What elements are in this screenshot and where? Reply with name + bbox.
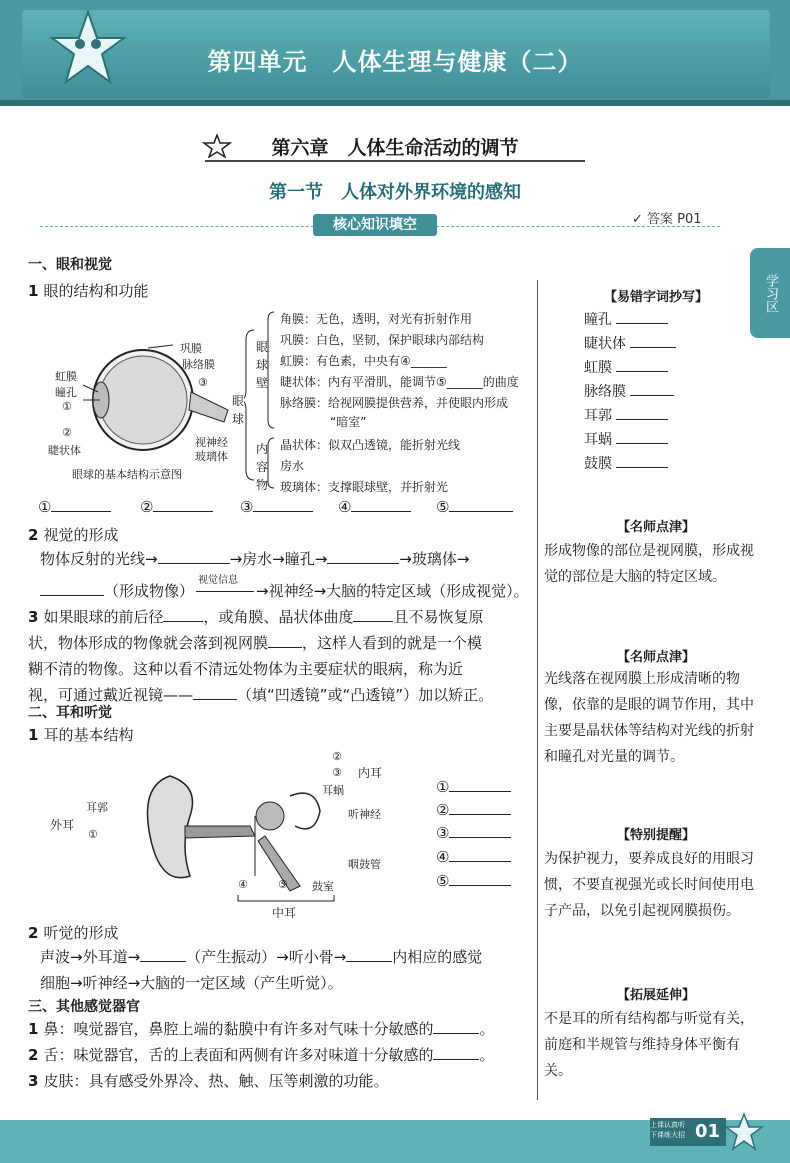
word-list [584,308,676,476]
ear-label-outer-ear: 外耳 [50,818,75,832]
sidebar-box-tip1-text: 形成物像的部位是视网膜，形成视觉的部位是大脑的特定区域。 [544,543,754,585]
ear-blank-2[interactable]: ② [436,797,511,823]
sidebar-box-words-title: 【易错字词抄写】 [603,290,708,305]
tongue-item: 2 舌：味觉器官，舌的上表面和两侧有许多对味道十分敏感的 。 [28,1046,495,1064]
section-heading-other-senses: 三、其他感觉器官 [28,999,140,1015]
label-ciliary-body: 睫状体 [48,444,81,457]
ear-label-inner-ear: 内耳 [358,766,383,780]
column-divider [537,280,538,1100]
eye-blank-4[interactable]: ④ [338,494,411,520]
section-heading-eye: 一、眼和视觉 [28,257,112,273]
sclera-desc: 巩膜：白色，坚韧，保护眼球内部结构 [280,333,485,347]
q-ear-structure: 1 耳的基本结构 [28,726,134,744]
q-vision-formation: 2 视觉的形成 [28,526,119,544]
aqueous-desc: 房水 [280,459,305,473]
word-item[interactable]: 耳蜗 [584,428,676,452]
word-item[interactable]: 鼓膜 [584,452,676,476]
choroid-desc: 脉络膜：给视网膜提供营养，并使眼内形成 [280,396,509,410]
eye-blank-2[interactable]: ② [140,494,213,520]
eye-blank-3[interactable]: ③ [240,494,313,520]
sidebar-box-tip2-text: 光线落在视网膜上形成清晰的物像，依靠的是眼的调节作用，其中主要是晶状体等结构对光线的折射和瞳孔对光量的调节。 [544,671,754,765]
q-myopia: 3 如果眼球的前后径 ，或角膜、晶状体曲度 且不易恢复原 状，物体形成的物像就会落到视网膜 ，这样人看到的就是一个模 糊不清的物像。这种以看不清远处物体为主要症状的眼病，称为近 视，可通过戴近视镜—— （填“凹透镜”或“凸透镜”）加以矫正。 [28,608,494,704]
blank[interactable] [158,563,230,564]
star-mascot-small-icon [724,1112,764,1152]
ear-blank-1[interactable]: ① [436,774,511,800]
label-iris: 虹膜 [55,370,77,383]
label-pupil: 瞳孔 [55,386,77,399]
label-circle-3: ③ [198,376,208,389]
hearing-text: 声波→外耳道→ （产生振动）→听小骨→ 内相应的感觉 细胞→听神经→大脑的一定区域（产生听觉）。 [40,948,483,992]
lens-desc: 晶状体：似双凸透镜，能折射光线 [280,438,461,452]
sidebar-box-reminder-title: 【特别提醒】 [616,828,695,843]
section-title: 第一节 人体对外界环境的感知 [269,182,521,203]
study-area-tab[interactable]: 学习区 [750,248,790,338]
word-item[interactable]: 睫状体 [584,332,676,356]
q-eye-structure: 1 眼的结构和功能 [28,282,149,300]
vision-line-1: 物体反射的光线→ →房水→瞳孔→ →玻璃体→ [40,550,470,568]
vision-line-2: （形成物像） →视神经→大脑的特定区域（形成视觉）。 [40,578,529,604]
unit-title: 第四单元 人体生理与健康（二） [207,48,583,76]
ear-label-middle-ear: 中耳 [272,906,297,920]
bracket-eyeball: 眼 球 [232,394,245,426]
choroid-desc-cont: “暗室” [330,415,367,429]
ear-label-circle-2: ② [332,750,342,763]
vitreous-desc: 玻璃体：支撑眼球壁，并折射光 [280,480,449,494]
label-circle-1: ① [62,400,72,413]
eye-blank-1[interactable]: ① [38,494,111,520]
ear-label-pinna: 耳郭 [86,801,108,814]
chapter-underline [205,160,585,162]
core-knowledge-badge: 核心知识填空 [313,214,437,236]
ear-label-auditory-nerve: 听神经 [348,808,381,821]
label-choroid: 脉络膜 [182,358,215,371]
ear-label-circle-4: ④ [238,878,248,891]
answer-reference: ✓ 答案 P01 [632,212,702,227]
bracket-contents: 内 容 物 [256,442,269,492]
skin-item: 3 皮肤：具有感受外界冷、热、触、压等刺激的功能。 [28,1072,389,1090]
sidebar-box-tip1-title: 【名师点津】 [616,520,695,535]
eye-blank-5[interactable]: ⑤ [436,494,513,520]
page-number: 01 [650,1118,726,1146]
word-item[interactable]: 虹膜 [584,356,676,380]
ear-label-cochlea: 耳蜗 [322,784,344,797]
ear-label-circle-1: ① [88,828,98,841]
ear-label-eustachian-tube: 咽鼓管 [348,858,381,871]
brace-lines [244,310,278,490]
sidebar-box-extension-text: 不是耳的所有结构都与听觉有关，前庭和半规管与维持身体平衡有关。 [544,1011,754,1079]
chapter-title: 第六章 人体生命活动的调节 [271,137,519,159]
nose-item: 1 鼻：嗅觉器官，鼻腔上端的黏膜中有许多对气味十分敏感的 。 [28,1020,495,1038]
ear-label-tympanic-cavity: 鼓室 [312,880,334,893]
arrow-label-visual-info: 视觉信息 [198,575,238,586]
ear-label-circle-5: ⑤ [278,878,288,891]
ear-blank-4[interactable]: ④ [436,844,511,870]
sidebar-box-extension-title: 【拓展延伸】 [616,988,695,1003]
ciliary-desc: 睫状体：内有平滑肌，能调节⑤______的曲度 [280,375,519,389]
word-item[interactable]: 脉络膜 [584,380,676,404]
label-sclera: 巩膜 [180,342,202,355]
bracket-eye-wall: 眼 球 壁 [256,340,269,390]
sidebar-box-reminder-text: 为保护视力，要养成良好的用眼习惯，不要直视强光或长时间使用电子产品，以免引起视网膜损伤。 [544,851,754,919]
label-optic-nerve: 视神经 [195,436,228,449]
label-vitreous: 玻璃体 [195,450,228,463]
word-item[interactable]: 耳郭 [584,404,676,428]
ear-label-circle-3: ③ [332,766,342,779]
check-icon: ✓ [632,212,648,227]
header-stripe [0,100,790,106]
blank[interactable] [40,595,104,596]
footer-tag: 上课认真听 下课练大招 [650,1121,685,1139]
iris-desc: 虹膜：有色素，中央有④______ [280,354,447,368]
word-item[interactable]: 瞳孔 [584,308,676,332]
label-circle-2: ② [62,426,72,439]
eye-diagram-caption: 眼球的基本结构示意图 [72,468,182,481]
ear-blank-3[interactable]: ③ [436,820,511,846]
ear-blank-5[interactable]: ⑤ [436,868,511,894]
section-heading-ear: 二、耳和听觉 [28,705,112,721]
cornea-desc: 角膜：无色，透明，对光有折射作用 [280,312,473,326]
sidebar-box-tip2-title: 【名师点津】 [616,650,695,665]
blank[interactable] [327,563,399,564]
q-hearing-formation: 2 听觉的形成 [28,924,119,942]
